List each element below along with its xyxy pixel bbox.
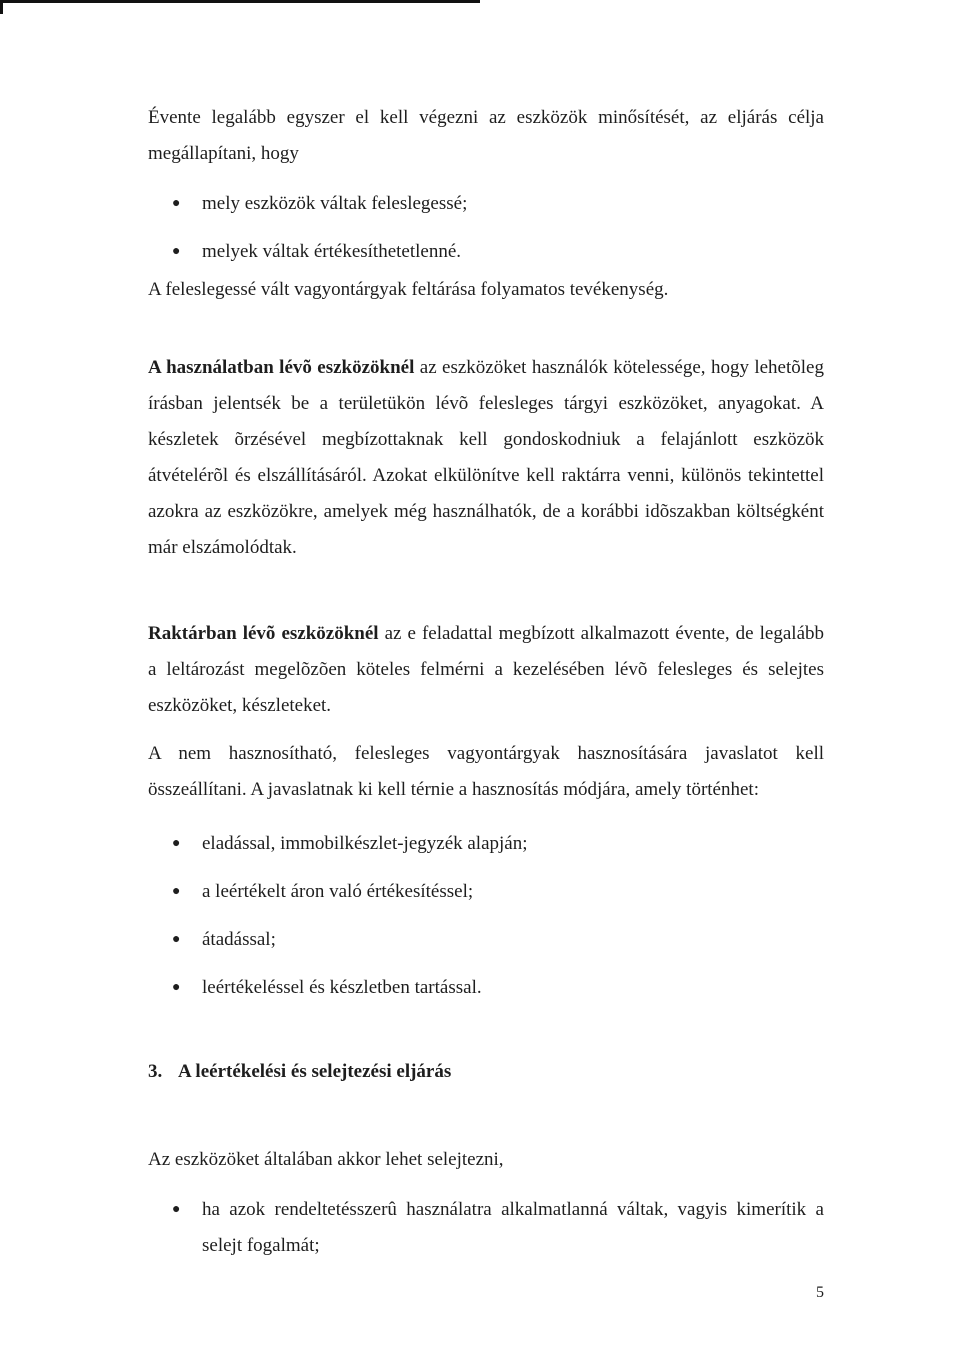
bullet-icon: ● [172,196,181,211]
bullet-icon: ● [172,244,181,259]
scan-top-edge [0,0,480,3]
list-item: ● melyek váltak értékesíthetetlenné. [148,234,824,270]
warehouse-bold-lead: Raktárban lévõ eszközöknél [148,623,379,644]
list-item: ● ha azok rendeltetésszerû használatra alkalmatlanná váltak, vagyis kimerítik a selejt fogalmát; [148,1192,824,1264]
section-title: A leértékelési és selejtezési eljárás [178,1061,452,1082]
document-page [148,100,824,1264]
warehouse-paragraph: Raktárban lévõ eszközöknél az e feladattal megbízott alkalmazott évente, de legalább a leltározást megelõzõen köteles felmérni a kezelésében lévõ felesleges és selejtes eszközöket, készleteket. [148,623,825,716]
intro-summary: A feleslegessé vált vagyontárgyak feltárása folyamatos tevékenység. [148,279,669,300]
scan-corner-mark [0,0,3,14]
unusable-paragraph: A nem hasznosítható, felesleges vagyontárgyak hasznosítására javaslatot kell összeállítani. A javaslatnak ki kell térnie a hasznosítás módjára, amely történhet: [148,743,824,800]
in-use-bold-lead: A használatban lévõ eszközöknél [148,357,415,378]
bullet-icon: ● [172,884,181,899]
bullet-icon: ● [172,836,181,851]
list-item: ● mely eszközök váltak feleslegessé; [148,186,824,222]
list-item: ● átadással; [148,922,824,958]
page-number: 5 [816,1284,824,1301]
intro-bullet-list [148,186,824,270]
section-number: 3. [148,1061,163,1082]
utilization-bullet-list [148,826,824,1006]
section-intro: Az eszközöket általában akkor lehet selejtezni, [148,1149,504,1170]
bullet-icon: ● [172,932,181,947]
list-item: ● leértékeléssel és készletben tartással. [148,970,824,1006]
selection-bullet-list [148,1192,824,1264]
list-item: ● eladással, immobilkészlet-jegyzék alapján; [148,826,824,862]
bullet-icon: ● [172,980,181,995]
in-use-paragraph: A használatban lévõ eszközöknél az eszközöket használók kötelessége, hogy lehetõleg írásban jelentsék be a területükön lévõ felesleges tárgyi eszközöket, anyagokat. A készletek õrzésével megbízottaknak kell gondoskodniuk a felajánlott eszközök átvételérõl és elszállításáról. Azokat elkülönítve kell raktárra venni, különös tekintettel azokra az eszközökre, amelyek még használhatók, de a korábbi idõszakban költségként már elszámolódtak. [148,357,824,558]
section-heading [148,1054,824,1090]
intro-paragraph: Évente legalább egyszer el kell végezni az eszközök minősítését, az eljárás célja megállapítani, hogy [148,107,824,164]
list-item: ● a leértékelt áron való értékesítéssel; [148,874,824,910]
bullet-icon: ● [172,1202,181,1217]
